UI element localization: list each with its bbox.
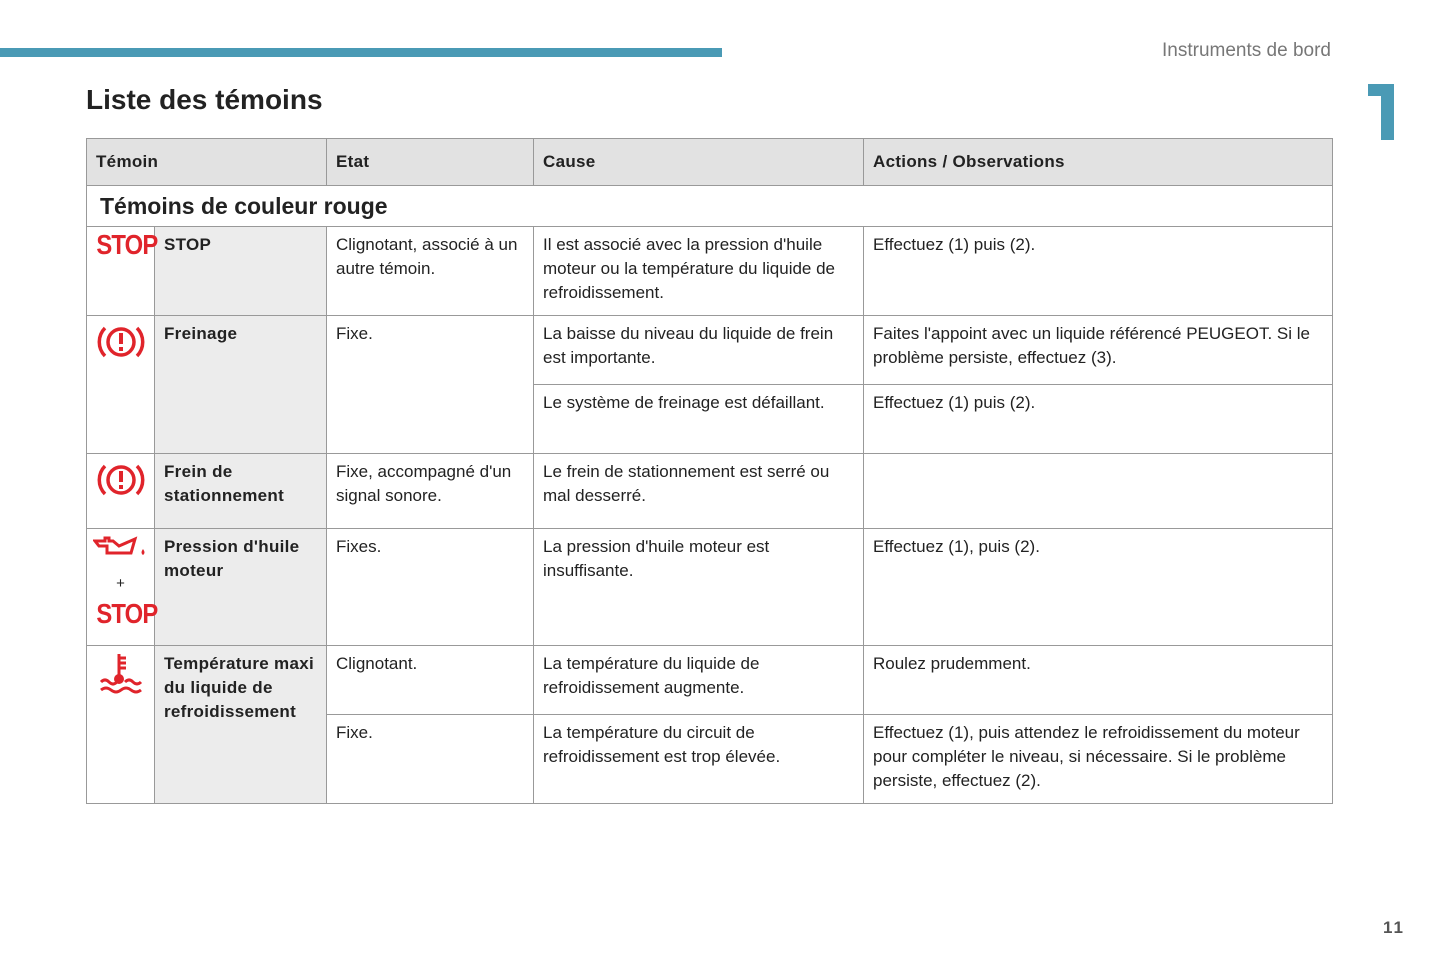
page-title: Liste des témoins — [86, 84, 323, 115]
row-state: Fixe. — [327, 715, 534, 804]
parking-brake-icon — [96, 485, 146, 504]
table-row — [87, 646, 1333, 715]
table-row — [87, 529, 1333, 646]
col-temoin: Témoin — [87, 139, 327, 186]
brake-warning-icon — [96, 347, 146, 366]
header-accent-bar — [0, 48, 722, 57]
row-action: Effectuez (1), puis (2). — [864, 529, 1333, 646]
row-state: Fixe, accompagné d'un signal sonore. — [327, 454, 534, 529]
section-heading: Témoins de couleur rouge — [87, 186, 1333, 227]
row-cause: La température du circuit de refroidissement est trop élevée. — [534, 715, 864, 804]
row-action: Effectuez (1), puis attendez le refroidissement du moteur pour compléter le niveau, si nécessaire. Si le problème persiste, effectuez (2). — [864, 715, 1333, 804]
row-cause: La température du liquide de refroidissement augmente. — [534, 646, 864, 715]
section-name: Instruments de bord — [1162, 40, 1331, 61]
row-name: STOP — [155, 227, 327, 316]
row-action: Faites l'appoint avec un liquide référencé PEUGEOT. Si le problème persiste, effectuez (3). — [864, 316, 1333, 385]
row-state: Fixes. — [327, 529, 534, 646]
row-state: Clignotant. — [327, 646, 534, 715]
row-cause: Le frein de stationnement est serré ou mal desserré. — [534, 454, 864, 529]
row-action: Effectuez (1) puis (2). — [864, 227, 1333, 316]
plus-sign: + — [116, 575, 125, 592]
row-action — [864, 454, 1333, 529]
table-row — [87, 227, 1333, 316]
stop-icon: STOP — [96, 229, 158, 260]
page-number: 11 — [1383, 918, 1405, 937]
coolant-temperature-icon — [98, 681, 144, 700]
row-name: Pression d'huile moteur — [155, 529, 327, 646]
stop-icon: STOP — [96, 598, 158, 629]
row-cause: La baisse du niveau du liquide de frein est importante. — [534, 316, 864, 385]
col-actions: Actions / Observations — [864, 139, 1333, 186]
table-header — [87, 139, 1333, 186]
col-cause: Cause — [534, 139, 864, 186]
row-name: Frein de stationnement — [155, 454, 327, 529]
oil-pressure-icon — [93, 544, 149, 563]
row-action: Roulez prudemment. — [864, 646, 1333, 715]
warning-lights-table — [86, 138, 1333, 804]
row-name: Freinage — [155, 316, 327, 454]
row-state: Clignotant, associé à un autre témoin. — [327, 227, 534, 316]
row-state: Fixe. — [327, 316, 534, 454]
col-etat: Etat — [327, 139, 534, 186]
table-row — [87, 316, 1333, 385]
row-cause: Le système de freinage est défaillant. — [534, 385, 864, 454]
table-row — [87, 454, 1333, 529]
chapter-number — [1368, 84, 1394, 140]
row-action: Effectuez (1) puis (2). — [864, 385, 1333, 454]
row-cause: Il est associé avec la pression d'huile moteur ou la température du liquide de refroidissement. — [534, 227, 864, 316]
row-name: Température maxi du liquide de refroidissement — [155, 646, 327, 804]
row-cause: La pression d'huile moteur est insuffisante. — [534, 529, 864, 646]
